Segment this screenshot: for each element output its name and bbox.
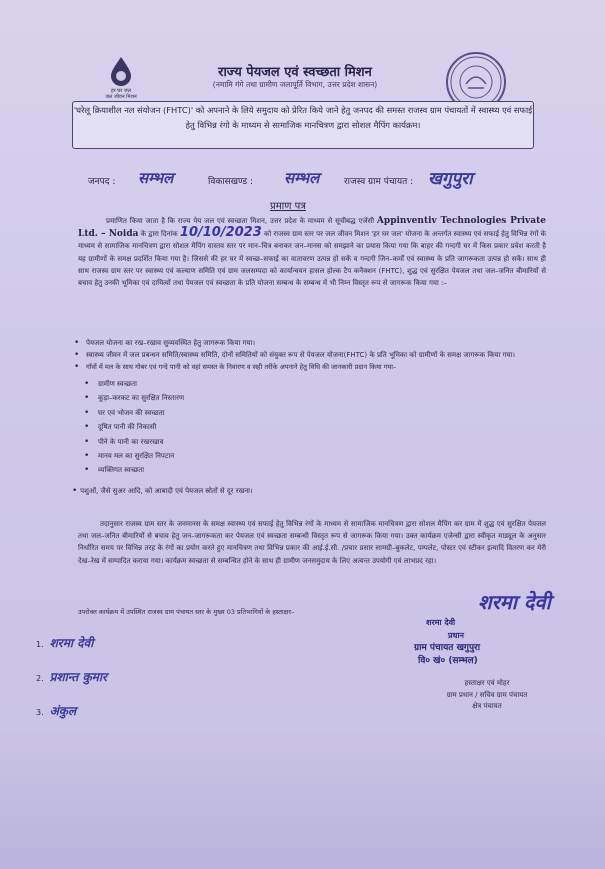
agency-name: Appinventiv Technologies Private Ltd. – Noida bbox=[78, 216, 546, 240]
district-value: सम्भल bbox=[138, 169, 174, 187]
bullet-item: • गाँवों में मल के साथ गोबर एवं गन्दे पानी को वहां समस्त के निवारण व सही तरीके अपनाने हेतु विधि की जानकारी प्रदान किया गया– bbox=[72, 361, 542, 373]
bullet-item: • स्वास्थ्य जीवन में जल प्रबन्धन समिति/स्वास्थ्य समिति, दोनों समितियों को संयुक्त रूप से पेयजल योजना(FHTC) के प्रति भूमिका को ग्रामीणों के समक्ष जागरूक किया गया। bbox=[72, 349, 542, 361]
p1-start: प्रमाणित किया जाता है कि राज्य पेय जल एवं स्वच्छता मिशन, उत्तर प्रदेश के माध्यम से सूचीबद्ध एजेंसी bbox=[106, 217, 375, 225]
pradhan-signature: शरमा देवी bbox=[478, 590, 551, 614]
participant-signature-3: 3. अंकुल bbox=[36, 704, 77, 718]
list-item: • व्यक्तिगत स्वच्छता bbox=[84, 463, 184, 477]
animal-note: • पशुओं, जैसे सुअर आदि, को आबादी एवं पेयजल स्रोतों से दूर रखना। bbox=[72, 486, 253, 496]
participants-intro: उपरोक्त कार्यक्रम में उपस्थित राजस्व ग्राम पंचायत स्तर के मुख्य 03 प्रतिभागियों के हस्ताक्षर– bbox=[78, 608, 295, 616]
certificate-paragraph-1 bbox=[78, 215, 546, 289]
block-value: सम्भल bbox=[284, 169, 320, 187]
list-item: • घर एवं भोजन की स्वच्छता bbox=[84, 406, 184, 420]
logo-left-caption: हर घर जल जल जीवन मिशन bbox=[105, 88, 137, 100]
certificate-title: प्रमाण पत्र bbox=[270, 201, 306, 212]
hygiene-topic-list bbox=[84, 377, 184, 478]
participant-signature-2: 2. प्रशान्त कुमार bbox=[36, 670, 107, 684]
list-item: • मानव मल का सुरक्षित निपटान bbox=[84, 449, 184, 463]
organization-title: राज्य पेयजल एवं स्वच्छता मिशन bbox=[218, 65, 372, 80]
certificate-paragraph-2: तदानुसार राजस्व ग्राम स्तर के जनमानस के समक्ष स्वास्थ्य एवं सफाई हेतु विभिन्न रंगों के माध्यम से सामाजिक मानचित्रण द्वारा सोशल मैपिंग कर ग्राम में शुद्ध एवं सुरक्षित पेयजल तथा जल–जनित बीमारियों से बचाव हेतु जन–जागरूकता कर पेयजल एवं स्वच्छता सम्बन्धी विस्तृत रूप से जागरूक किया गया। उक्त कार्यक्रम एजेन्सी द्वारा स्वीकृत माड्यूल के अनुसार निर्धारित समय पर विभिन्न तरह के रंगों का प्रयोग करते हुए मानचित्रण तथा विभिन्न प्रकार की आई.ई.सी. /प्रचार प्रसार सामग्री–बुकलेट, पम्पलेट, पोस्टर एवं स्टीकर इत्यादि वितरण कर मेरी देख–रेख में सम्पादित कराया गया। कार्यक्रम स्वच्छता से सम्बन्धित होने के साथ ही ग्रामीण जनसमुदाय के लिए अत्यन्त उपयोगी एवं लाभप्रद रहा। bbox=[78, 520, 546, 565]
p1-rest: को राजस्व ग्राम स्तर पर जल जीवन मिशन 'हर घर जल' योजना के अन्तर्गत स्वास्थ्य एवं सफाई हेतु विभिन्न रंगों के माध्यम से सामाजिक मानचित्रण द्वारा सोशल मैपिंग वास्तव स्तर पर मान–चित्र बनाकर जन–मानस को समझाने का प्रयास किया गया कि बाहर की गन्दगी घर में किस प्रकार प्रवेश करती है यह ग्रामीणों के समक्ष प्रदर्शित किया गया है। जिससे की हर घर में स्वच्छ–सफाई का वातावरण उत्पन्न हो सकें व गन्दगी जिन–कर्मों एवं स्वास्थ्य के प्रति जागरूकता उत्पन्न हो सकें। साथ ही साथ राजस्व ग्राम स्तर पर स्वास्थ्य एवं कल्याण समिति एवं ग्राम जलसम्पदा को कार्यान्वयन हासल होल्क टैप कनैक्शन (FHTC), शुद्ध एवं सुरक्षित पेयजल तथा जल–जनित बीमारियों से बचाव हेतु उनकी भूमिका एवं दायित्वों तथा पेयजल एवं स्वच्छता के प्रति योजना सम्बन्ध के सम्बन्ध में भी निम्न विस्तृत रूप से जागरूक किया गया :– bbox=[78, 230, 546, 288]
signature-caption: हस्ताक्षर एवं मोहर ग्राम प्रधान / सचिव ग्राम पंचायत क्षेत्र पंचायत bbox=[446, 679, 528, 710]
list-item: • कूड़ा–करकट का सुरक्षित निस्तारण bbox=[84, 391, 184, 405]
location-row bbox=[88, 168, 548, 192]
block-label: विकासखण्ड : bbox=[208, 177, 254, 187]
bullet-item: • पेयजल योजना का रख–रखाव सुव्यवस्थित हेतु जागरूक किया गया। bbox=[72, 337, 542, 349]
list-item: • ग्रामीण स्वच्छता bbox=[84, 377, 184, 391]
jal-jeevan-mission-logo bbox=[103, 54, 139, 90]
list-item: • दूषित पानी की निकासी bbox=[84, 420, 184, 434]
district-label: जनपद : bbox=[88, 177, 116, 187]
panchayat-value: खगुपुरा bbox=[428, 169, 473, 189]
list-item: • पीने के पानी का रखरखाव bbox=[84, 435, 184, 449]
pradhan-stamp: शरमा देवी प्रधान ग्राम पंचायत खगुपुरा वि० खं० (सम्भल) bbox=[414, 618, 481, 666]
organization-subtitle: (नमामि गंगे तथा ग्रामीण जलापूर्ति विभाग, उत्तर प्रदेश शासन) bbox=[212, 80, 378, 89]
program-date: 10/10/2023 bbox=[179, 225, 262, 241]
panchayat-label: राजस्व ग्राम पंचायत : bbox=[344, 177, 414, 187]
awareness-bullets bbox=[72, 337, 542, 374]
page-shadow bbox=[0, 729, 605, 869]
program-banner: 'घरेलू क्रियाशील नल संयोजन (FHTC)' को अपनाने के लिये समुदाय को प्रेरित किये जाने हेतु जनपद की समस्त राजस्व ग्राम पंचायतों में स्वास्थ्य एवं सफाई हेतु विभिन्न रंगो के माध्यम से सामाजिक मानचित्रण द्वारा सोशल मैपिंग कार्यक्रम। bbox=[72, 101, 534, 149]
p1-mid: के द्वारा दिनांक bbox=[140, 230, 178, 239]
participant-signature-1: 1. शरमा देवी bbox=[36, 636, 94, 650]
